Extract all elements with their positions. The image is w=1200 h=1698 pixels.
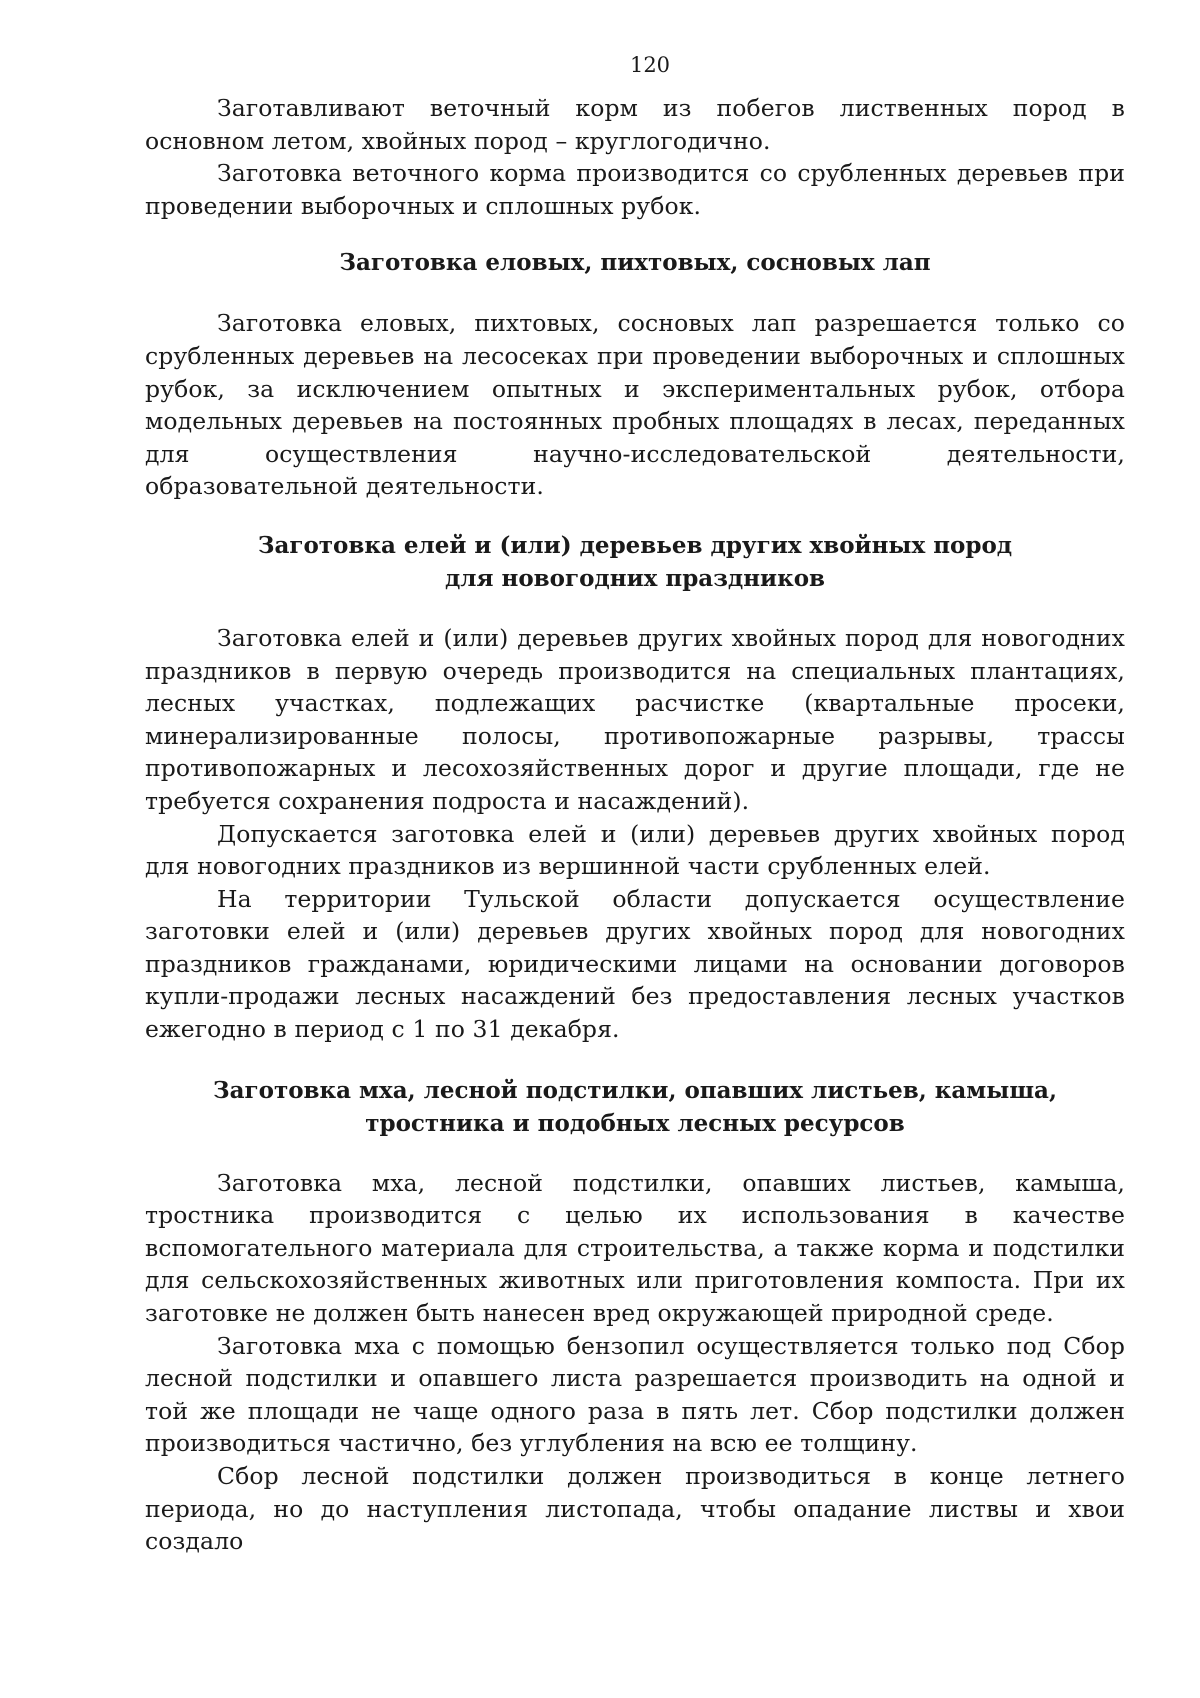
paragraph-moss-litter-1: Заготовка мха, лесной подстилки, опавших листьев, камыша, тростника производится с целью их использования в качестве вспомогательного материала для строительства, а также корма и подстилки для сельскохозяйственных животных или приготовления компоста. При их заготовке не должен быть нанесен вред окружающей природной среде. bbox=[145, 1168, 1125, 1328]
section-heading-moss-litter bbox=[145, 1074, 1125, 1140]
paragraph-new-year-trees-2: Допускается заготовка елей и (или) деревьев других хвойных пород для новогодних праздников из вершинной части срубленных елей. bbox=[145, 819, 1125, 881]
paragraph-intro-1: Заготавливают веточный корм из побегов лиственных пород в основном летом, хвойных пород – круглогодично. bbox=[145, 94, 1125, 155]
paragraph-moss-litter-3: Сбор лесной подстилки должен производиться в конце летнего периода, но до наступления листопада, чтобы опадание листвы и хвои создало bbox=[145, 1462, 1125, 1556]
paragraph-new-year-trees-3: На территории Тульской области допускается осуществление заготовки елей и (или) деревьев других хвойных пород для новогодних праздников гражданами, юридическими лицами на основании договоров купли-продажи лесных насаждений без предоставления лесных участков ежегодно в период с 1 по 31 декабря. bbox=[145, 884, 1125, 1044]
paragraph-spruce-branches-1: Заготовка еловых, пихтовых, сосновых лап разрешается только со срубленных деревьев на лесосеках при проведении выборочных и сплошных рубок, за исключением опытных и экспериментальных рубок, отбора модельных деревьев на постоянных пробных площадях в лесах, переданных для осуществления научно-исследовательской деятельности, образовательной деятельности. bbox=[145, 309, 1125, 501]
heading-line: тростника и подобных лесных ресурсов bbox=[365, 1109, 905, 1137]
section-heading-new-year-trees bbox=[145, 529, 1125, 595]
paragraph-moss-litter-2: Заготовка мха с помощью бензопил осуществляется только под Сбор лесной подстилки и опавшего листа разрешается производить на одной и той же площади не чаще одного раза в пять лет. Сбор подстилки должен производиться частично, без углубления на всю ее толщину. bbox=[145, 1331, 1125, 1458]
paragraph-intro-2: Заготовка веточного корма производится со срубленных деревьев при проведении выборочных и сплошных рубок. bbox=[145, 159, 1125, 220]
heading-line: Заготовка мха, лесной подстилки, опавших листьев, камыша, bbox=[213, 1076, 1057, 1104]
heading-line: Заготовка елей и (или) деревьев других хвойных пород bbox=[257, 531, 1013, 559]
heading-line: для новогодних праздников bbox=[444, 564, 826, 592]
paragraph-new-year-trees-1: Заготовка елей и (или) деревьев других хвойных пород для новогодних праздников в первую очередь производится на специальных плантациях, лесных участках, подлежащих расчистке (квартальные просеки, минерализированные полосы, противопожарные разрывы, трассы противопожарных и лесохозяйственных дорог и другие площади, где не требуется сохранения подроста и насаждений). bbox=[145, 623, 1125, 815]
page-number: 120 bbox=[629, 53, 671, 77]
section-heading-spruce-branches: Заготовка еловых, пихтовых, сосновых лап bbox=[339, 249, 931, 277]
document-page bbox=[145, 50, 1125, 1558]
